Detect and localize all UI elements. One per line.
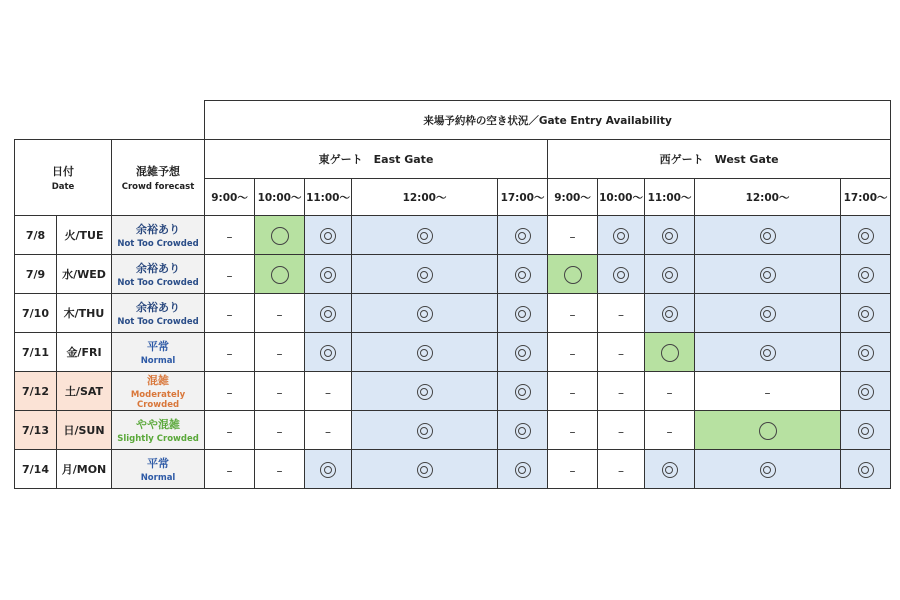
east-slot-1: [255, 255, 305, 294]
dash-icon: –: [569, 463, 576, 478]
double-circle-icon: [662, 228, 678, 244]
east-slot-1: [255, 411, 305, 450]
east-slot-3: [352, 216, 498, 255]
double-circle-icon: [320, 267, 336, 283]
east-gate-header: 東ゲート East Gate: [205, 140, 548, 179]
double-circle-icon: [760, 462, 776, 478]
double-circle-icon: [858, 306, 874, 322]
double-circle-icon: [515, 345, 531, 361]
west-slot-1: [598, 450, 645, 489]
double-circle-icon: [417, 462, 433, 478]
dash-icon: –: [618, 307, 625, 322]
east-slot-3: [352, 333, 498, 372]
double-circle-icon: [760, 345, 776, 361]
forecast-en: Slightly Crowded: [117, 434, 199, 444]
double-circle-icon: [858, 267, 874, 283]
table-title: 来場予約枠の空き状況／Gate Entry Availability: [205, 101, 891, 140]
double-circle-icon: [662, 462, 678, 478]
dash-icon: –: [666, 424, 673, 439]
west-slot-2: [645, 372, 695, 411]
west-slot-1: [598, 294, 645, 333]
double-circle-icon: [613, 228, 629, 244]
row-forecast: [112, 411, 205, 450]
forecast-en: Normal: [140, 356, 176, 366]
east-slot-1: [255, 333, 305, 372]
east-slot-0: [205, 255, 255, 294]
double-circle-icon: [858, 423, 874, 439]
west-slot-4: [841, 372, 891, 411]
east-slot-4: [498, 411, 548, 450]
east-slot-2: [305, 411, 352, 450]
double-circle-icon: [858, 384, 874, 400]
west-gate-header: 西ゲート West Gate: [548, 140, 891, 179]
west-slot-2: [645, 411, 695, 450]
east-slot-3: [352, 255, 498, 294]
dash-icon: –: [569, 346, 576, 361]
row-forecast: [112, 216, 205, 255]
table-row: [15, 333, 891, 372]
dash-icon: –: [666, 385, 673, 400]
west-slot-1: [598, 333, 645, 372]
east-slot-4: [498, 255, 548, 294]
west-slot-1: [598, 411, 645, 450]
row-day: 水/WED: [57, 255, 112, 294]
west-slot-2: [645, 294, 695, 333]
west-slot-3: [695, 333, 841, 372]
west-slot-3: [695, 216, 841, 255]
east-slot-0: [205, 333, 255, 372]
row-forecast: [112, 372, 205, 411]
east-slot-4: [498, 294, 548, 333]
table-row: [15, 450, 891, 489]
dash-icon: –: [618, 385, 625, 400]
circle-icon: [661, 344, 679, 362]
forecast-jp: 平常: [147, 340, 170, 353]
double-circle-icon: [613, 267, 629, 283]
double-circle-icon: [662, 306, 678, 322]
row-forecast: [112, 294, 205, 333]
double-circle-icon: [417, 228, 433, 244]
double-circle-icon: [760, 306, 776, 322]
east-slot-4: [498, 333, 548, 372]
east-time-1000: 10:00～: [255, 179, 305, 216]
east-slot-1: [255, 372, 305, 411]
east-slot-0: [205, 372, 255, 411]
east-slot-2: [305, 372, 352, 411]
row-forecast: [112, 450, 205, 489]
west-slot-3: [695, 255, 841, 294]
double-circle-icon: [760, 228, 776, 244]
row-day: 金/FRI: [57, 333, 112, 372]
east-slot-1: [255, 294, 305, 333]
east-slot-3: [352, 411, 498, 450]
row-day: 日/SUN: [57, 411, 112, 450]
east-slot-0: [205, 450, 255, 489]
row-day: 月/MON: [57, 450, 112, 489]
circle-icon: [759, 422, 777, 440]
row-date: 7/10: [15, 294, 57, 333]
west-slot-0: [548, 216, 598, 255]
date-header-en: Date: [51, 182, 75, 192]
west-slot-2: [645, 216, 695, 255]
west-slot-3: [695, 372, 841, 411]
double-circle-icon: [515, 306, 531, 322]
east-slot-3: [352, 450, 498, 489]
east-slot-3: [352, 372, 498, 411]
forecast-en: Not Too Crowded: [117, 278, 199, 288]
row-date: 7/13: [15, 411, 57, 450]
dash-icon: –: [226, 268, 233, 283]
east-slot-2: [305, 255, 352, 294]
dash-icon: –: [226, 385, 233, 400]
row-date: 7/9: [15, 255, 57, 294]
table-row: [15, 411, 891, 450]
west-slot-4: [841, 255, 891, 294]
dash-icon: –: [764, 385, 771, 400]
east-slot-1: [255, 450, 305, 489]
west-slot-4: [841, 216, 891, 255]
dash-icon: –: [276, 424, 283, 439]
west-slot-0: [548, 294, 598, 333]
west-slot-4: [841, 333, 891, 372]
forecast-jp: 平常: [147, 457, 170, 470]
forecast-jp: やや混雑: [136, 418, 181, 431]
row-day: 火/TUE: [57, 216, 112, 255]
east-time-1100: 11:00～: [305, 179, 352, 216]
dash-icon: –: [325, 385, 332, 400]
double-circle-icon: [320, 306, 336, 322]
east-slot-1: [255, 216, 305, 255]
corner-blank: [15, 101, 205, 140]
row-forecast: [112, 333, 205, 372]
dash-icon: –: [569, 229, 576, 244]
east-slot-2: [305, 216, 352, 255]
west-slot-3: [695, 450, 841, 489]
west-time-0900: 9:00～: [548, 179, 598, 216]
east-slot-0: [205, 411, 255, 450]
row-forecast: [112, 255, 205, 294]
west-time-1200: 12:00～: [695, 179, 841, 216]
east-time-1700: 17:00～: [498, 179, 548, 216]
west-slot-4: [841, 411, 891, 450]
row-date: 7/11: [15, 333, 57, 372]
forecast-header-en: Crowd forecast: [121, 182, 195, 192]
double-circle-icon: [515, 462, 531, 478]
west-time-1700: 17:00～: [841, 179, 891, 216]
west-slot-3: [695, 411, 841, 450]
west-slot-0: [548, 372, 598, 411]
table-row: [15, 216, 891, 255]
dash-icon: –: [618, 463, 625, 478]
forecast-en: Moderately Crowded: [130, 390, 186, 410]
forecast-en: Normal: [140, 473, 176, 483]
table-row: [15, 294, 891, 333]
west-slot-2: [645, 333, 695, 372]
circle-icon: [271, 266, 289, 284]
east-slot-0: [205, 216, 255, 255]
dash-icon: –: [325, 424, 332, 439]
row-day: 土/SAT: [57, 372, 112, 411]
circle-icon: [271, 227, 289, 245]
east-time-1200: 12:00～: [352, 179, 498, 216]
double-circle-icon: [760, 267, 776, 283]
double-circle-icon: [417, 267, 433, 283]
dash-icon: –: [618, 346, 625, 361]
forecast-en: Not Too Crowded: [117, 239, 199, 249]
forecast-jp: 混雑: [147, 374, 170, 387]
forecast-header-jp: 混雑予想: [136, 165, 181, 178]
east-slot-0: [205, 294, 255, 333]
east-slot-4: [498, 216, 548, 255]
dash-icon: –: [226, 463, 233, 478]
west-slot-4: [841, 294, 891, 333]
double-circle-icon: [417, 345, 433, 361]
double-circle-icon: [417, 423, 433, 439]
west-time-1100: 11:00～: [645, 179, 695, 216]
double-circle-icon: [858, 345, 874, 361]
row-day: 木/THU: [57, 294, 112, 333]
double-circle-icon: [662, 267, 678, 283]
double-circle-icon: [515, 228, 531, 244]
west-slot-0: [548, 333, 598, 372]
east-slot-2: [305, 294, 352, 333]
dash-icon: –: [226, 424, 233, 439]
east-slot-3: [352, 294, 498, 333]
dash-icon: –: [618, 424, 625, 439]
date-header: [15, 140, 112, 216]
east-slot-4: [498, 450, 548, 489]
west-slot-3: [695, 294, 841, 333]
double-circle-icon: [417, 306, 433, 322]
forecast-jp: 余裕あり: [136, 223, 181, 236]
double-circle-icon: [515, 384, 531, 400]
date-header-jp: 日付: [52, 165, 74, 178]
west-slot-0: [548, 411, 598, 450]
dash-icon: –: [276, 307, 283, 322]
west-slot-0: [548, 255, 598, 294]
double-circle-icon: [417, 384, 433, 400]
dash-icon: –: [276, 346, 283, 361]
east-slot-2: [305, 333, 352, 372]
east-slot-4: [498, 372, 548, 411]
forecast-header: [112, 140, 205, 216]
double-circle-icon: [320, 228, 336, 244]
row-date: 7/8: [15, 216, 57, 255]
table-row: [15, 255, 891, 294]
east-slot-2: [305, 450, 352, 489]
double-circle-icon: [858, 228, 874, 244]
double-circle-icon: [320, 345, 336, 361]
availability-table: [14, 100, 891, 489]
dash-icon: –: [569, 385, 576, 400]
double-circle-icon: [320, 462, 336, 478]
double-circle-icon: [515, 267, 531, 283]
dash-icon: –: [569, 307, 576, 322]
dash-icon: –: [276, 463, 283, 478]
availability-sheet: [14, 100, 890, 488]
east-time-0900: 9:00～: [205, 179, 255, 216]
west-slot-1: [598, 255, 645, 294]
west-slot-2: [645, 450, 695, 489]
row-date: 7/14: [15, 450, 57, 489]
row-date: 7/12: [15, 372, 57, 411]
dash-icon: –: [226, 307, 233, 322]
dash-icon: –: [569, 424, 576, 439]
dash-icon: –: [226, 346, 233, 361]
forecast-jp: 余裕あり: [136, 262, 181, 275]
double-circle-icon: [515, 423, 531, 439]
double-circle-icon: [858, 462, 874, 478]
table-row: [15, 372, 891, 411]
west-slot-1: [598, 216, 645, 255]
west-slot-4: [841, 450, 891, 489]
dash-icon: –: [276, 385, 283, 400]
west-time-1000: 10:00～: [598, 179, 645, 216]
forecast-en: Not Too Crowded: [117, 317, 199, 327]
west-slot-1: [598, 372, 645, 411]
forecast-jp: 余裕あり: [136, 301, 181, 314]
west-slot-2: [645, 255, 695, 294]
west-slot-0: [548, 450, 598, 489]
dash-icon: –: [226, 229, 233, 244]
circle-icon: [564, 266, 582, 284]
